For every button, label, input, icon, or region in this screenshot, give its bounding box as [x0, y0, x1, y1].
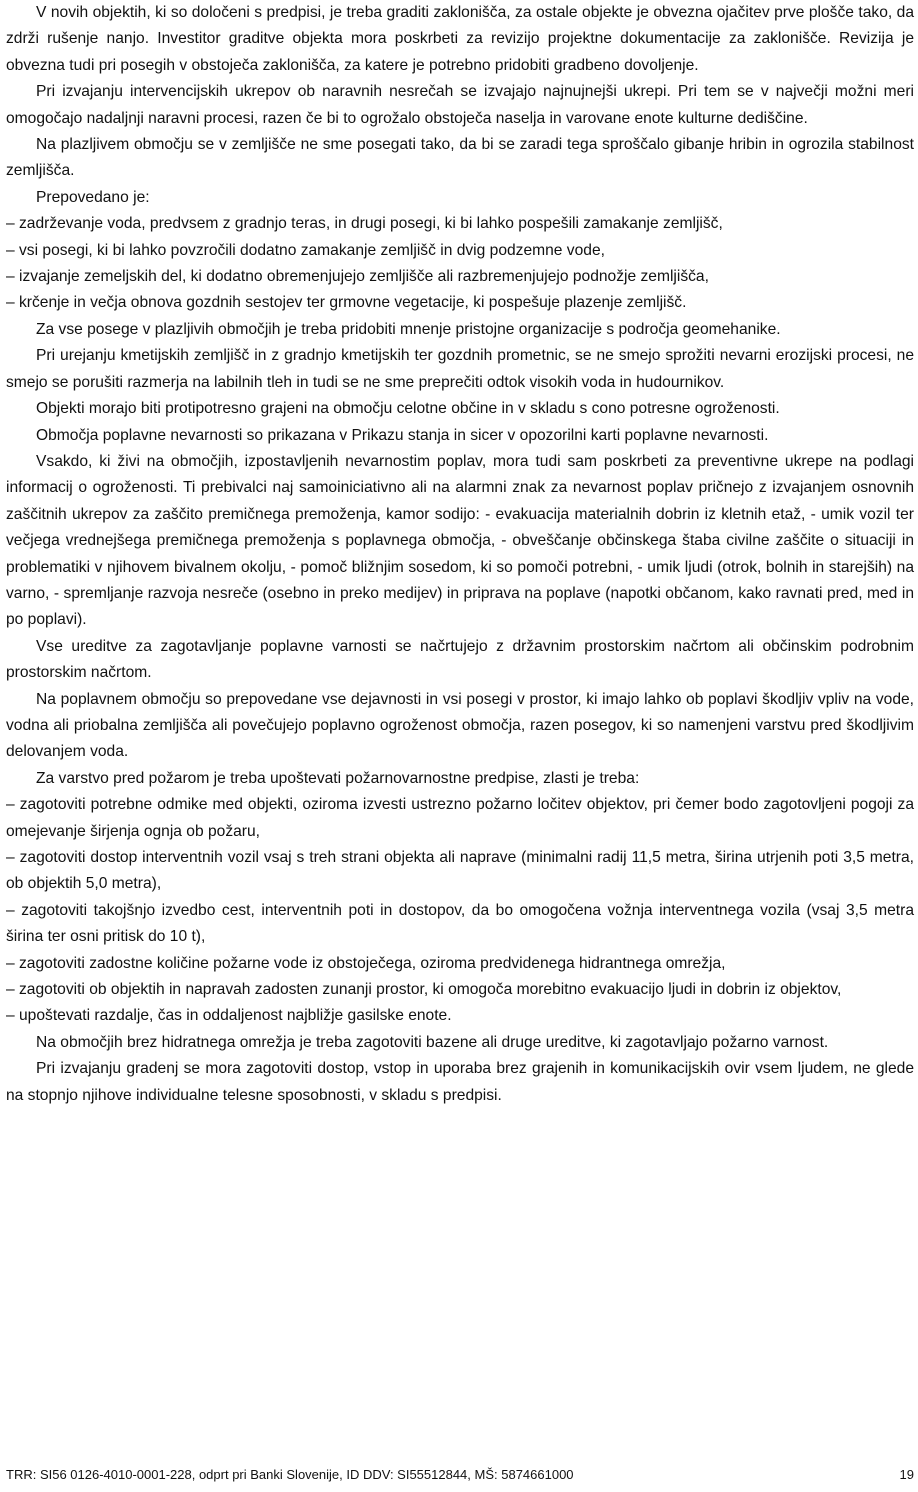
- list-item: – izvajanje zemeljskih del, ki dodatno obremenjujejo zemljišče ali razbremenjujejo podnožje zemljišča,: [6, 268, 709, 286]
- list-item: – upoštevati razdalje, čas in oddaljenost najbližje gasilske enote.: [6, 1007, 452, 1025]
- paragraph: V novih objektih, ki so določeni s predpisi, je treba graditi zaklonišča, za ostale objekte je obvezna ojačitev prve plošče tako, da zdrži rušenje nanjo. Investitor graditve objekta mora poskrbeti za revizijo projektne dokumentacije za zaklonišče. Revizija je obvezna tudi pri posegih v obstoječa zaklonišča, za katere je potrebno pridobiti gradbeno dovoljenje.: [6, 4, 914, 74]
- list-item: – krčenje in večja obnova gozdnih sestojev ter grmovne vegetacije, ki pospešuje plazenje zemljišč.: [6, 294, 687, 312]
- paragraph: Na plazljivem območju se v zemljišče ne sme posegati tako, da bi se zaradi tega sproščalo gibanje hribin in ogrozila stabilnost zemljišča.: [6, 136, 914, 180]
- paragraph: Pri izvajanju gradenj se mora zagotoviti dostop, vstop in uporaba brez grajenih in komunikacijskih ovir vsem ljudem, ne glede na stopnjo njihove individualne telesne sposobnosti, v skladu s predpisi.: [6, 1060, 914, 1104]
- paragraph: Za varstvo pred požarom je treba upoštevati požarnovarnostne predpise, zlasti je treba:: [36, 769, 640, 787]
- list-item: – zadrževanje voda, predvsem z gradnjo teras, in drugi posegi, ki bi lahko pospešili zamakanje zemljišč,: [6, 215, 723, 233]
- list-item: – zagotoviti potrebne odmike med objekti, oziroma izvesti ustrezno požarno ločitev objektov, pri čemer bodo zagotovljeni pogoji za omejevanje širjenja ognja ob požaru,: [6, 796, 914, 840]
- list-item: – vsi posegi, ki bi lahko povzročili dodatno zamakanje zemljišč in dvig podzemne vode,: [6, 241, 605, 259]
- list-item: – zagotoviti dostop interventnih vozil vsaj s treh strani objekta ali naprave (minimalni radij 11,5 metra, širina utrjenih poti 3,5 metra, ob objektih 5,0 metra),: [6, 849, 914, 893]
- document-body: [6, 0, 914, 1109]
- page-footer: [6, 1464, 914, 1486]
- paragraph: Območja poplavne nevarnosti so prikazana v Prikazu stanja in sicer v opozorilni karti poplavne nevarnosti.: [36, 426, 769, 444]
- paragraph: Za vse posege v plazljivih območjih je treba pridobiti mnenje pristojne organizacije s področja geomehanike.: [36, 320, 781, 338]
- page-number: 19: [899, 1467, 914, 1482]
- paragraph: Vse ureditve za zagotavljanje poplavne varnosti se načrtujejo z državnim prostorskim načrtom ali občinskim podrobnim prostorskim načrtom.: [6, 637, 914, 682]
- paragraph: Vsakdo, ki živi na območjih, izpostavljenih nevarnostim poplav, mora tudi sam poskrbeti za preventivne ukrepe na podlagi informacij o ogroženosti. Ti prebivalci naj samoiniciativno ali na alarmni znak za nevarnost poplav pričnejo z izvajanjem osnovnih zaščitnih ukrepov za zaščito premičnega premoženja, kamor sodijo: - evakuacija materialnih dobrin iz kletnih etaž, - umik vozil ter večjega vrednejšega premičnega premoženja s poplavnega območja, - obveščanje občinskega štaba civilne zaščite o situaciji in problematiki v njihovem bivalnem okolju, - pomoč bližnjim sosedom, ki so pomoči potrebni, - umik ljudi (otrok, bolnih in starejših) na varno, - spremljanje razvoja nesreče (osebno in preko medijev) in priprava na poplave (napotki občanom, kako ravnati pred, med in po poplavi).: [6, 452, 914, 629]
- paragraph: Prepovedano je:: [36, 188, 150, 206]
- paragraph: Objekti morajo biti protipotresno grajeni na območju celotne občine in v skladu s cono potresne ogroženosti.: [36, 400, 780, 418]
- paragraph: Pri urejanju kmetijskih zemljišč in z gradnjo kmetijskih ter gozdnih prometnic, se ne smejo sprožiti nevarni erozijski procesi, ne smejo se porušiti razmerja na labilnih tleh in tudi se ne sme preprečiti odtok visokih voda in hudournikov.: [6, 347, 914, 391]
- paragraph: Na poplavnem območju so prepovedane vse dejavnosti in vsi posegi v prostor, ki imajo lahko ob poplavi škodljiv vpliv na vode, vodna ali priobalna zemljišča ali povečujejo poplavno ogroženost območja, razen posegov, ki so namenjeni varstvu pred škodljivim delovanjem voda.: [6, 690, 914, 761]
- footer-bank-info: TRR: SI56 0126-4010-0001-228, odprt pri Banki Slovenije, ID DDV: SI55512844, MŠ: 5874661000: [6, 1467, 574, 1482]
- list-item: – zagotoviti takojšnjo izvedbo cest, interventnih poti in dostopov, da bo omogočena vožnja interventnega vozila (vsaj 3,5 metra širina ter osni pritisk do 10 t),: [6, 901, 914, 946]
- list-item: – zagotoviti zadostne količine požarne vode iz obstoječega, oziroma predvidenega hidrantnega omrežja,: [6, 954, 726, 972]
- list-item: – zagotoviti ob objektih in napravah zadosten zunanji prostor, ki omogoča morebitno evakuacijo ljudi in dobrin iz objektov,: [6, 981, 842, 999]
- paragraph: Pri izvajanju intervencijskih ukrepov ob naravnih nesrečah se izvajajo najnujnejši ukrepi. Pri tem se v največji možni meri omogočajo nadaljnji naravni procesi, razen če bi to ogrožalo obstoječa naselja in varovane enote kulturne dediščine.: [6, 83, 914, 127]
- paragraph: Na območjih brez hidratnega omrežja je treba zagotoviti bazene ali druge ureditve, ki zagotavljajo požarno varnost.: [36, 1033, 829, 1051]
